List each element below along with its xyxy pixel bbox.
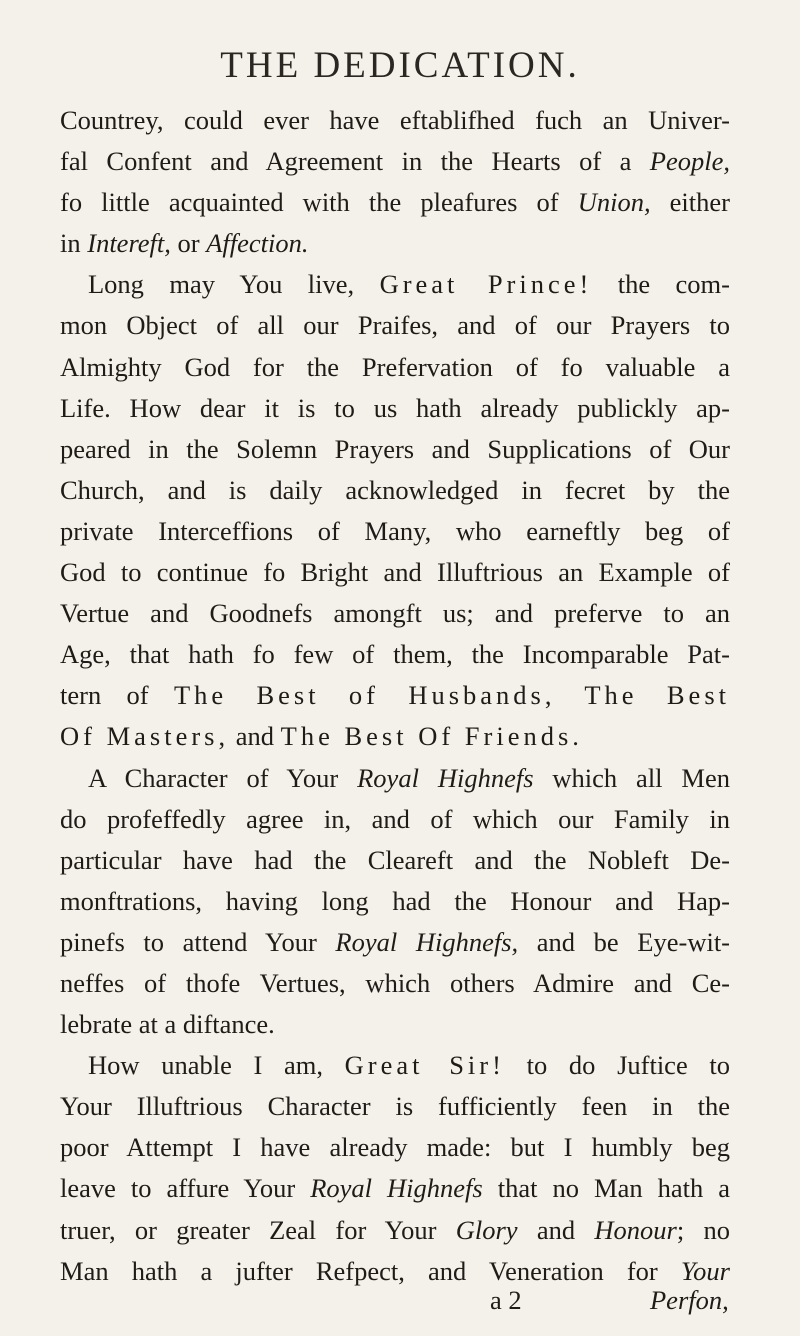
text-run: leave to affure Your [60,1173,311,1204]
text-line [60,1210,730,1251]
text-run: and [517,1214,595,1245]
text-run: peared in the Solemn Prayers and Supplications of Our [60,433,730,464]
text-run: neffes of thofe Vertues, which others Admire and Ce- [60,967,730,998]
text-run: tern of [60,680,174,711]
text-run: monftrations, having long had the Honour and Hap- [60,885,730,916]
italic-run: Affection. [206,228,309,259]
smallcaps-run: Great Prince! [379,269,593,300]
text-run: Man hath a jufter Refpect, and Veneration for [60,1255,681,1286]
text-line [60,223,730,264]
text-line [60,799,730,840]
text-run: Countrey, could ever have eftablifhed fuch an Univer- [60,105,730,135]
body-text [60,100,730,1292]
text-run: A Character of Your [88,762,358,793]
text-line [60,840,730,881]
text-line [60,388,730,429]
text-run: in [60,228,88,259]
text-line [60,1086,730,1127]
running-header: THE DEDICATION. [220,45,580,86]
smallcaps-run: Great Sir! [344,1050,505,1081]
smallcaps-run: The Best Of Friends. [280,721,583,752]
text-run: particular have had the Cleareft and the Nobleft De- [60,844,730,875]
page-footer [0,1285,800,1325]
text-line [60,675,730,716]
text-run: Your Illuftrious Character is fufficiently feen in the [60,1091,730,1122]
italic-run: Royal Highnefs, [335,926,519,957]
text-run: Vertue and Goodnefs amongft us; and preferve to an [60,598,730,629]
text-line [60,347,730,388]
text-line [60,758,730,799]
italic-run: Intereft, [87,228,171,259]
text-line [60,716,730,757]
text-line [60,1004,730,1045]
text-run: lebrate at a diftance. [60,1009,275,1040]
smallcaps-run: The Best of Husbands, The Best [173,680,730,711]
italic-run: Glory [455,1214,518,1245]
italic-run: Royal Highnefs [357,762,534,793]
text-line [60,429,730,470]
text-line [60,511,730,552]
text-line [60,922,730,963]
text-line [60,1045,730,1086]
text-line [60,264,730,305]
text-line [60,963,730,1004]
text-run: which all Men [533,762,731,793]
italic-run: Honour [594,1214,677,1245]
text-run: truer, or greater Zeal for Your [60,1214,456,1245]
text-line [60,1168,730,1209]
italic-run: People, [649,146,730,177]
text-run: the com- [592,269,730,300]
text-run: and [229,721,281,752]
signature-mark: a 2 [490,1285,522,1315]
text-line [60,305,730,346]
text-run: to do Juftice to [504,1050,730,1081]
text-run: poor Attempt I have already made: but I humbly beg [60,1132,730,1163]
text-line [60,634,730,675]
text-run: either [650,187,730,218]
text-run: ; no [676,1214,730,1245]
italic-run: Your [680,1255,730,1286]
text-run: mon Object of all our Praifes, and of our Prayers to [60,310,730,341]
text-run: and be Eye-wit- [518,926,731,957]
text-run: How unable I am, [88,1050,345,1081]
text-line [60,593,730,634]
text-line [60,100,730,141]
text-run: or [170,228,207,259]
text-run: fo little acquainted with the pleafures of [60,187,578,218]
text-run: do profeffedly agree in, and of which our Family in [60,803,730,834]
text-run: God to continue fo Bright and Illuftrious an Example of [60,557,730,588]
text-run: pinefs to attend Your [60,926,336,957]
text-line [60,141,730,182]
text-line [60,552,730,593]
text-run: private Interceffions of Many, who earneftly beg of [60,515,730,546]
text-run: that no Man hath a [482,1173,731,1204]
text-line [60,182,730,223]
catchword: Perfon, [650,1285,729,1315]
text-run: Church, and is daily acknowledged in fecret by the [60,474,730,505]
text-line [60,1127,730,1168]
text-run: Age, that hath fo few of them, the Incomparable Pat- [60,639,730,670]
text-run: Life. How dear it is to us hath already publickly ap- [60,392,730,423]
text-line [60,470,730,511]
italic-run: Royal Highnefs [310,1173,483,1204]
text-run: Almighty God for the Prefervation of fo valuable a [60,351,730,382]
italic-run: Union, [577,187,651,218]
smallcaps-run: Of Masters, [60,721,230,752]
text-run: fal Confent and Agreement in the Hearts of a [60,146,650,177]
text-line [60,881,730,922]
text-run: Long may You live, [88,269,380,300]
